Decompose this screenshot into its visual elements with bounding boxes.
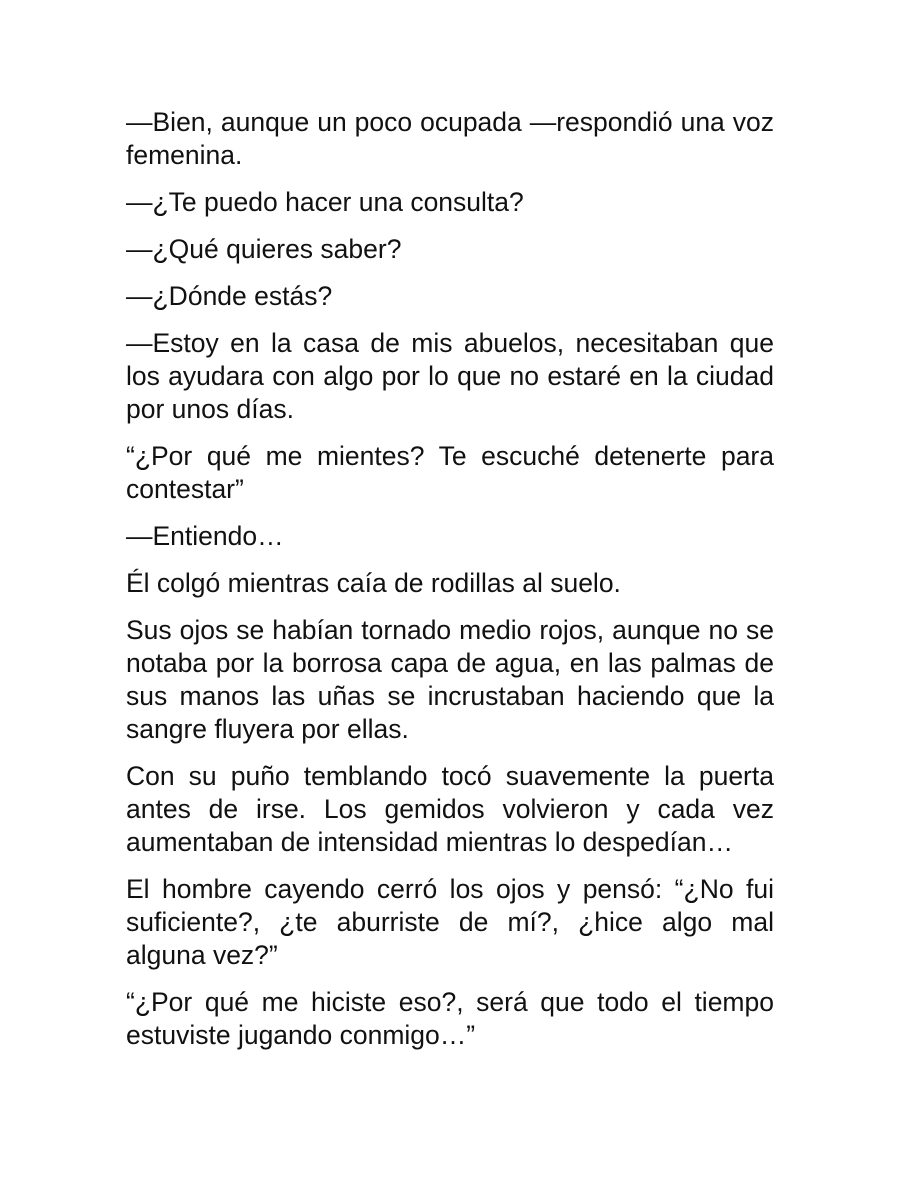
paragraph: —¿Te puedo hacer una consulta? xyxy=(126,187,524,217)
paragraph: —Entiendo… xyxy=(126,521,284,551)
paragraph: Él colgó mientras caía de rodillas al suelo. xyxy=(126,568,621,598)
paragraph: “¿Por qué me hiciste eso?, será que todo el tiempo estuviste jugando conmigo…” xyxy=(126,987,774,1050)
paragraph: —¿Dónde estás? xyxy=(126,281,333,311)
paragraph: —¿Qué quieres saber? xyxy=(126,234,402,264)
paragraph: “¿Por qué me mientes? Te escuché detenerte para contestar” xyxy=(126,441,774,504)
paragraph: Sus ojos se habían tornado medio rojos, aunque no se notaba por la borrosa capa de agua, en las palmas de sus manos las uñas se incrustaban haciendo que la sangre fluyera por ellas. xyxy=(126,615,774,744)
paragraph: Con su puño temblando tocó suavemente la puerta antes de irse. Los gemidos volvieron y cada vez aumentaban de intensidad mientras lo despedían… xyxy=(126,761,774,857)
paragraph: El hombre cayendo cerró los ojos y pensó: “¿No fui suficiente?, ¿te aburriste de mí?, ¿hice algo mal alguna vez?” xyxy=(126,874,774,970)
document-page xyxy=(126,106,774,1066)
paragraph: —Bien, aunque un poco ocupada —respondió una voz femenina. xyxy=(126,107,774,170)
paragraph: —Estoy en la casa de mis abuelos, necesitaban que los ayudara con algo por lo que no estaré en la ciudad por unos días. xyxy=(126,328,774,424)
